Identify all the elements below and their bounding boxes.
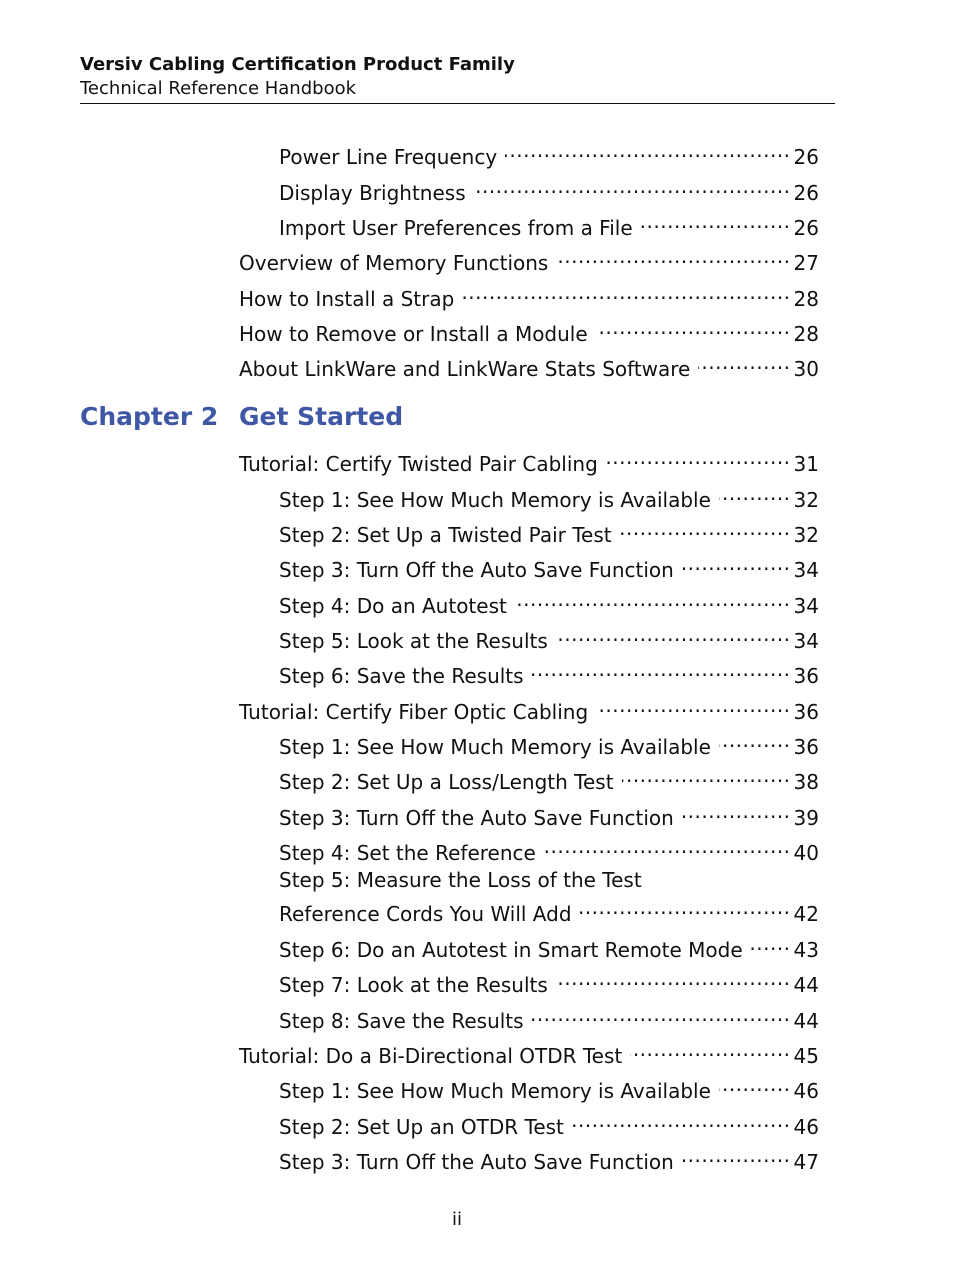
toc-entry-page: 44 — [793, 973, 819, 997]
toc-entry-page: 36 — [793, 735, 819, 759]
dot-leader — [596, 691, 790, 719]
toc-entry-title: Display Brightness — [279, 181, 466, 205]
dot-leader — [572, 1106, 791, 1134]
toc-entry-title: Step 2: Set Up a Twisted Pair Test — [279, 523, 612, 547]
toc-entry[interactable] — [279, 867, 819, 928]
toc-entry[interactable] — [279, 1106, 819, 1141]
dot-leader — [474, 172, 791, 200]
toc-entry-page: 44 — [793, 1009, 819, 1033]
toc-entry-title: Tutorial: Certify Twisted Pair Cabling — [239, 452, 598, 476]
toc-entry-page: 45 — [793, 1044, 819, 1068]
toc-entry-title-line1: Step 5: Measure the Loss of the Test — [279, 868, 642, 892]
toc-entry-title: Step 5: Look at the Results — [279, 629, 548, 653]
toc-entry[interactable] — [279, 136, 819, 171]
toc-entry[interactable] — [239, 242, 819, 277]
toc-entry[interactable] — [279, 761, 819, 796]
running-header — [80, 53, 835, 101]
toc-entry-page: 34 — [793, 594, 819, 618]
toc-entry-page: 34 — [793, 629, 819, 653]
toc-entry-title: Overview of Memory Functions — [239, 251, 549, 275]
toc-entry-title: Step 1: See How Much Memory is Available — [279, 488, 711, 512]
toc-entry-title: Step 4: Do an Autotest — [279, 594, 507, 618]
dot-leader — [698, 348, 790, 376]
dot-leader — [719, 1070, 791, 1098]
dot-leader — [556, 620, 791, 648]
dot-leader — [751, 929, 791, 957]
chapter-title[interactable]: Get Started — [239, 402, 404, 431]
toc-entry-page: 27 — [793, 251, 819, 275]
toc-entry[interactable] — [279, 929, 819, 964]
dot-leader — [596, 313, 791, 341]
toc-entry[interactable] — [279, 655, 819, 690]
toc-entry-page: 36 — [793, 664, 819, 688]
toc-entry[interactable] — [279, 797, 819, 832]
dot-leader — [532, 655, 791, 683]
toc-entry[interactable] — [279, 1141, 819, 1176]
toc-entry[interactable] — [279, 549, 819, 584]
dot-leader — [606, 443, 791, 471]
dot-leader — [641, 207, 791, 235]
toc-entry-title-line2: Reference Cords You Will Add — [279, 902, 572, 926]
toc-entry-title: How to Remove or Install a Module — [239, 322, 588, 346]
toc-entry-page: 26 — [793, 181, 819, 205]
toc-entry[interactable] — [279, 514, 819, 549]
dot-leader — [532, 1000, 791, 1028]
toc-entry-title: Step 3: Turn Off the Auto Save Function — [279, 806, 674, 830]
toc-entry[interactable] — [279, 620, 819, 655]
toc-entry[interactable] — [279, 585, 819, 620]
dot-leader — [719, 726, 791, 754]
toc-entry-title: Step 2: Set Up a Loss/Length Test — [279, 770, 614, 794]
header-rule — [80, 103, 835, 104]
toc-entry-title: Step 6: Save the Results — [279, 664, 524, 688]
toc-entry[interactable] — [279, 479, 819, 514]
toc-entry-title: Step 4: Set the Reference — [279, 841, 536, 865]
toc-entry[interactable] — [279, 172, 819, 207]
toc-entry-page: 40 — [793, 841, 819, 865]
toc-entry-page: 28 — [793, 287, 819, 311]
toc-entry[interactable] — [239, 443, 819, 478]
toc-entry-title: About LinkWare and LinkWare Stats Software — [239, 357, 691, 381]
header-title: Versiv Cabling Certification Product Family — [80, 54, 515, 75]
toc-entry-page: 36 — [793, 700, 819, 724]
chapter-label: Chapter 2 — [80, 402, 219, 431]
toc-entry-page: 46 — [793, 1115, 819, 1139]
toc-entry[interactable] — [239, 313, 819, 348]
toc-entry-title: Step 7: Look at the Results — [279, 973, 548, 997]
toc-entry-title: Power Line Frequency — [279, 145, 498, 169]
toc-entry-title: Step 3: Turn Off the Auto Save Function — [279, 1150, 674, 1174]
toc-entry[interactable] — [279, 964, 819, 999]
toc-entry-page: 26 — [793, 216, 819, 240]
header-subtitle: Technical Reference Handbook — [80, 78, 357, 99]
toc-entry[interactable] — [239, 691, 819, 726]
toc-entry-title: Step 2: Set Up an OTDR Test — [279, 1115, 564, 1139]
dot-leader — [620, 514, 791, 542]
toc-entry-title: Import User Preferences from a File — [279, 216, 633, 240]
toc-entry-page: 32 — [793, 488, 819, 512]
toc-entry[interactable] — [279, 726, 819, 761]
toc-entry-page: 26 — [793, 145, 819, 169]
toc-entry-page: 38 — [793, 770, 819, 794]
dot-leader — [719, 479, 791, 507]
toc-entry[interactable] — [239, 348, 819, 383]
toc-entry[interactable] — [279, 832, 819, 867]
dot-leader — [630, 1035, 790, 1063]
toc-entry[interactable] — [279, 207, 819, 242]
dot-leader — [622, 761, 791, 789]
dot-leader — [556, 964, 791, 992]
toc-entry-page: 28 — [793, 322, 819, 346]
dot-leader — [556, 242, 790, 270]
toc-entry-page: 31 — [793, 452, 819, 476]
toc-entry-page: 43 — [793, 938, 819, 962]
toc-entry-title: How to Install a Strap — [239, 287, 455, 311]
toc-entry-page: 39 — [793, 806, 819, 830]
toc-entry-title: Step 8: Save the Results — [279, 1009, 524, 1033]
toc-entry-page: 47 — [793, 1150, 819, 1174]
toc-entry-page: 46 — [793, 1079, 819, 1103]
toc-entry-title: Step 3: Turn Off the Auto Save Function — [279, 558, 674, 582]
toc-entry[interactable] — [279, 1070, 819, 1105]
toc-entry-title: Step 1: See How Much Memory is Available — [279, 735, 711, 759]
dot-leader — [682, 797, 791, 825]
toc-entry[interactable] — [239, 1035, 819, 1070]
toc-entry[interactable] — [279, 1000, 819, 1035]
dot-leader — [544, 832, 791, 860]
toc-entry-title: Tutorial: Certify Fiber Optic Cabling — [239, 700, 589, 724]
dot-leader — [505, 136, 790, 164]
dot-leader — [682, 549, 791, 577]
toc-entry[interactable] — [239, 278, 819, 313]
dot-leader — [580, 894, 791, 921]
dot-leader — [682, 1141, 791, 1169]
toc-entry-page: 34 — [793, 558, 819, 582]
toc-entry-title: Step 6: Do an Autotest in Smart Remote Mode — [279, 938, 743, 962]
dot-leader — [462, 278, 790, 306]
toc-entry-page: 30 — [793, 357, 819, 381]
page-number: ii — [451, 1209, 462, 1230]
toc-entry-title: Tutorial: Do a Bi-Directional OTDR Test — [239, 1044, 623, 1068]
toc-entry-title: Step 1: See How Much Memory is Available — [279, 1079, 711, 1103]
dot-leader — [515, 585, 791, 613]
toc-entry-page: 42 — [793, 902, 819, 926]
toc-entry-page: 32 — [793, 523, 819, 547]
